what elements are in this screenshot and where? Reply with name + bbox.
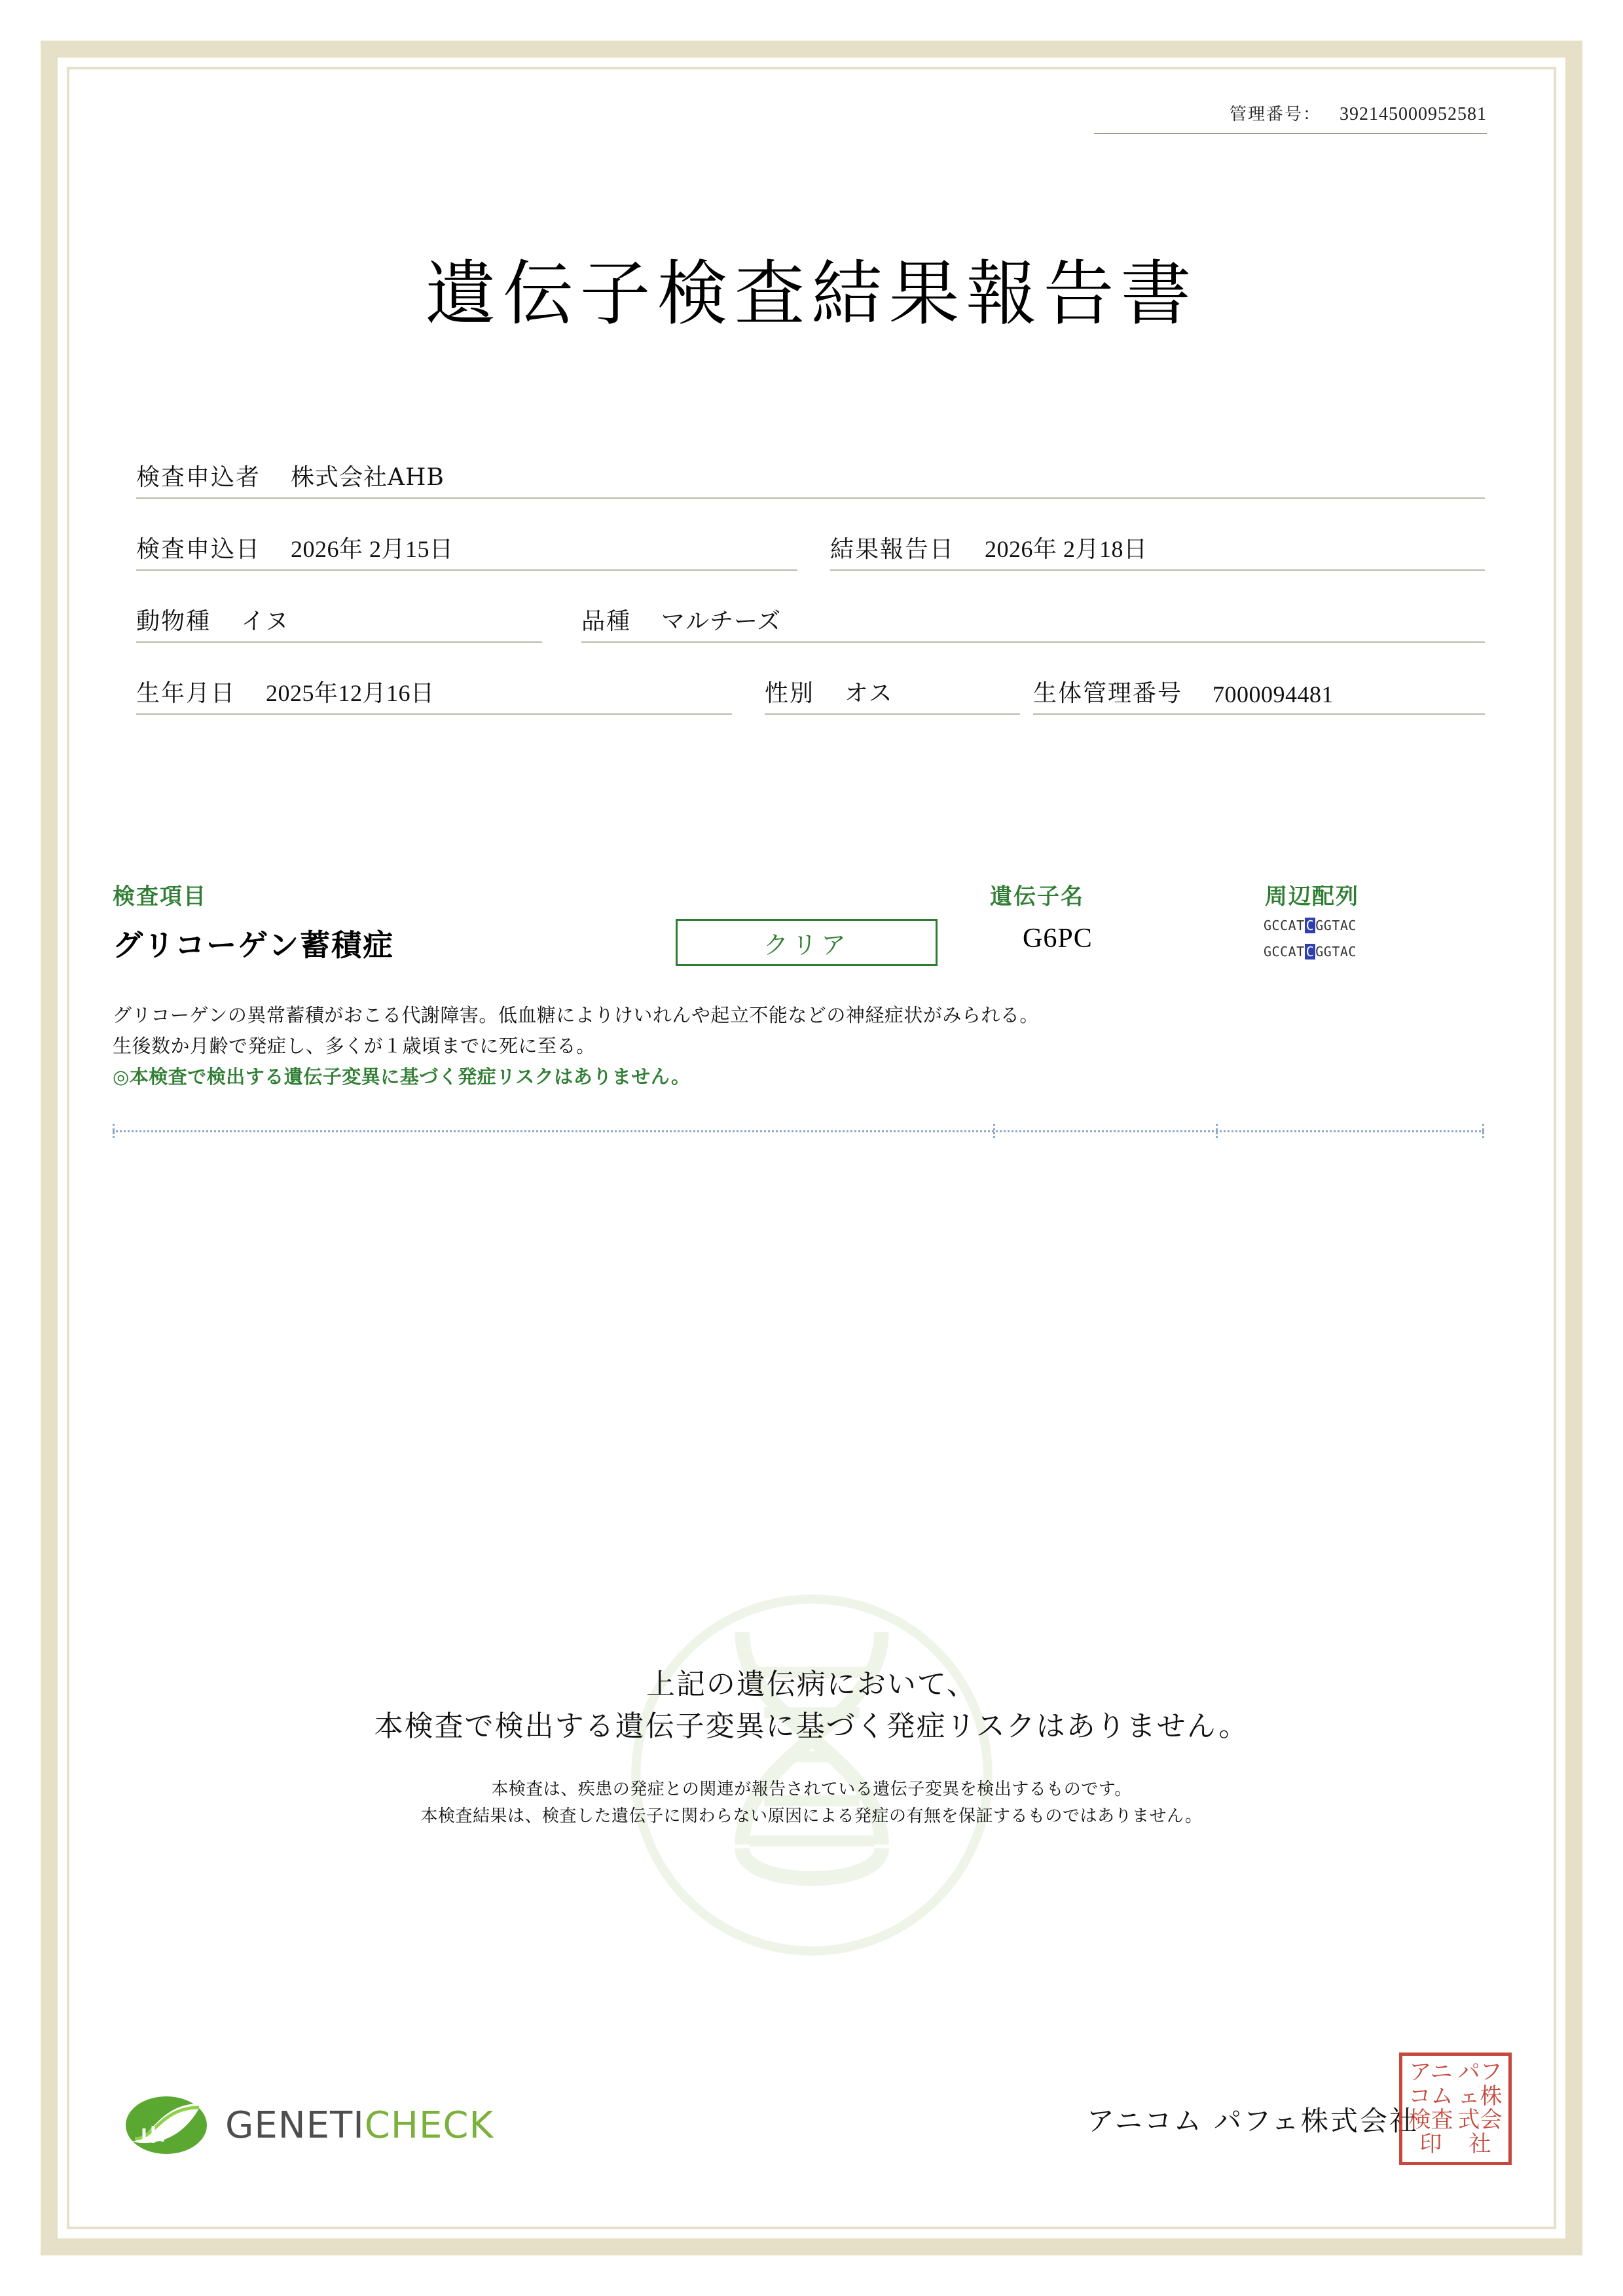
- applicant-label: 検査申込者: [136, 464, 261, 491]
- info-block: [136, 427, 1485, 715]
- species-label: 動物種: [136, 608, 211, 635]
- info-row-applicant: [136, 427, 1485, 499]
- document-content: [73, 73, 1550, 2223]
- summary-note-2: 本検査結果は、検査した遺伝子に関わらない原因による発症の有無を保証するものではありません。: [420, 1806, 1203, 1827]
- gene-name: G6PC: [1023, 924, 1093, 954]
- seal-char-2: コム: [1408, 2083, 1453, 2109]
- separator-tick-right: [1216, 1124, 1218, 1138]
- seal-char-5: 式会: [1457, 2107, 1503, 2133]
- report-date-label: 結果報告日: [830, 536, 955, 563]
- summary-block: [73, 1664, 1550, 1831]
- sex-label: 性別: [765, 680, 815, 707]
- seq2-post: GGTAC: [1315, 944, 1357, 960]
- apply-date-value: 2026年 2月15日: [291, 536, 454, 562]
- seq2-pre: GCCAT: [1264, 944, 1305, 960]
- brand-logo-text-green: CHECK: [364, 2104, 494, 2147]
- field-report-date: [830, 522, 1485, 571]
- animal-id-label: 生体管理番号: [1033, 680, 1183, 707]
- col-header-gene: 遺伝子名: [990, 884, 1084, 910]
- applicant-value: 株式会社AHB: [291, 464, 445, 491]
- row-separator: [113, 1130, 1484, 1132]
- field-sex: [765, 666, 1020, 715]
- field-breed: [581, 594, 1485, 643]
- col-header-sequence: 周辺配列: [1265, 884, 1359, 910]
- summary-line-1: 上記の遺伝病において、: [646, 1668, 977, 1701]
- sex-value: オス: [845, 680, 893, 707]
- info-row-species: [136, 571, 1485, 643]
- field-birth: [136, 666, 732, 715]
- summary-note-1: 本検査は、疾患の発症との関連が報告されている遺伝子変異を検出するものです。: [491, 1779, 1132, 1799]
- sequence-line-2: [1264, 944, 1453, 960]
- apply-date-label: 検査申込日: [136, 536, 261, 563]
- description-line-3: ◎本検査で検出する遺伝子変異に基づく発症リスクはありません。: [113, 1066, 691, 1088]
- seal-char-1: パフ: [1457, 2059, 1503, 2085]
- brand-logo-text: [225, 2104, 494, 2147]
- company-name: アニコム パフェ株式会社: [1086, 2105, 1419, 2137]
- control-number-label: 管理番号：: [1229, 105, 1321, 124]
- sequence-box: [1264, 918, 1453, 970]
- seq2-highlight: C: [1305, 944, 1315, 960]
- report-date-value: 2026年 2月18日: [985, 536, 1148, 562]
- status-badge: クリア: [676, 919, 938, 966]
- seq1-pre: GCCAT: [1264, 918, 1305, 933]
- description-line-1: グリコーゲンの異常蓄積がおこる代謝障害。低血糖によりけいれんや起立不能などの神経症状がみられる。: [113, 1004, 1039, 1026]
- birth-label: 生年月日: [136, 680, 236, 707]
- table-row: [113, 918, 1487, 990]
- sequence-line-1: [1264, 918, 1453, 933]
- result-table-header: [113, 878, 1487, 910]
- breed-value: マルチーズ: [661, 608, 782, 635]
- summary-line-2: 本検査で検出する遺伝子変異に基づく発症リスクはありません。: [374, 1709, 1249, 1743]
- field-animal-id: [1033, 666, 1485, 715]
- disease-description: [113, 1003, 1487, 1095]
- separator-tick-end: [1482, 1124, 1484, 1138]
- summary-note: [73, 1776, 1550, 1831]
- info-row-birth: [136, 643, 1485, 715]
- field-species: [136, 594, 542, 643]
- species-value: イヌ: [241, 608, 290, 635]
- animal-id-value: 7000094481: [1213, 681, 1334, 708]
- breed-label: 品種: [581, 608, 632, 635]
- leaf-logo-icon: [124, 2090, 208, 2160]
- seq1-post: GGTAC: [1315, 918, 1357, 933]
- brand-logo-text-dark: GENETI: [225, 2104, 365, 2147]
- control-number-value: 392145000952581: [1340, 104, 1487, 124]
- seq1-highlight: C: [1305, 918, 1315, 933]
- col-header-item: 検査項目: [113, 884, 207, 910]
- disease-name: グリコーゲン蓄積症: [113, 927, 395, 963]
- page-title: 遺伝子検査結果報告書: [425, 253, 1198, 335]
- seal-char-7: 社: [1468, 2130, 1491, 2157]
- control-number-row: [1094, 101, 1487, 134]
- brand-logo: [124, 2090, 494, 2160]
- field-apply-date: [136, 522, 797, 571]
- info-row-dates: [136, 499, 1485, 571]
- separator-tick-mid: [993, 1124, 995, 1138]
- seal-char-3: ェ株: [1457, 2083, 1503, 2109]
- separator-tick-left: [113, 1124, 115, 1138]
- seal-char-0: アニ: [1409, 2059, 1453, 2085]
- field-applicant: [136, 450, 1485, 499]
- seal-char-6: 印: [1419, 2130, 1442, 2157]
- seal-char-4: 検査: [1408, 2107, 1453, 2133]
- company-seal: [1399, 2053, 1512, 2165]
- birth-value: 2025年12月16日: [266, 680, 435, 706]
- description-line-2: 生後数か月齢で発症し、多くが１歳頃までに死に至る。: [113, 1035, 596, 1058]
